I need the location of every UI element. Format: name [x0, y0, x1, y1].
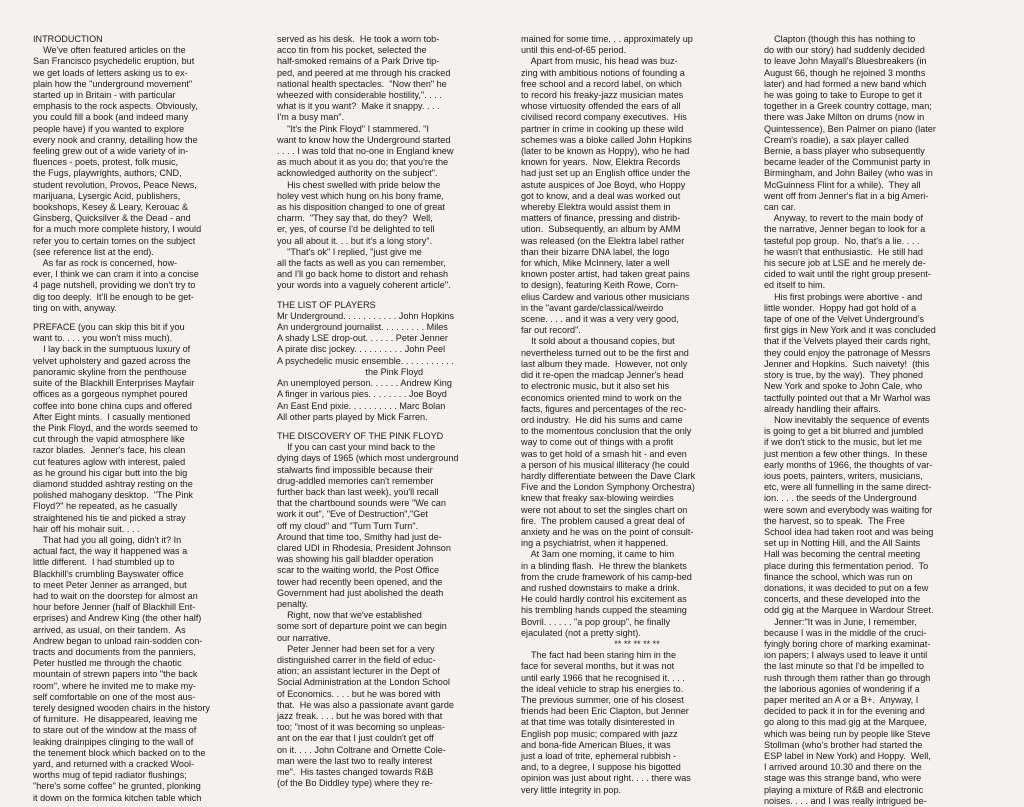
text-line: all the facts as well as you can remember,	[277, 258, 446, 269]
text-line: way to come out of things with a profit	[521, 437, 674, 448]
text-line: I lay back in the sumptuous luxury of	[33, 344, 191, 355]
text-line: ation; an assistant lecturer in the Dept of	[277, 666, 440, 677]
text-line: was showing his gall bladder operation	[277, 554, 434, 565]
text-line: Government had just abolished the death	[277, 587, 444, 598]
text-line: which was being run by people like Steve	[764, 728, 931, 739]
text-line: terely designed wooden chairs in the history	[33, 702, 210, 713]
text-line: refer you to certain tomes on the subject	[33, 235, 196, 246]
text-line: mained for some time. . . approximately up	[521, 34, 693, 44]
text-line: I arrived around 10.30 and there on the	[764, 762, 922, 773]
text-line: of furniture. He disappeared, leaving me	[33, 714, 198, 725]
text-line: dig too deeply. It'll be enough to be get-	[33, 291, 194, 302]
text-line: odd gig at the Marquee in Wardour Street.	[764, 605, 934, 616]
text-line: he was going to take to Europe to get it	[764, 90, 922, 101]
text-line: Clapton (though this has nothing to	[764, 34, 916, 44]
text-line: than their bizarre DNA label, the logo	[521, 246, 670, 257]
text-line: velvet upholstery and gazed across the	[33, 355, 191, 366]
text-line: Right, now that we've established	[277, 610, 422, 621]
text-line: As far as rock is concerned, how-	[33, 258, 178, 269]
text-line: Jenner:"It was in June, I remember,	[764, 616, 917, 627]
text-line: your words into a vaguely coherent article".	[277, 280, 451, 291]
text-line: marijuana, Lysergic Acid, publishers,	[33, 190, 181, 201]
text-line: A shady LSE drop-out. . . . . . Peter Jenner	[277, 333, 448, 344]
text-line: story is true, by the way). They phoned	[764, 370, 924, 381]
text-line: donations, it was decided to put on a few	[764, 582, 929, 593]
text-line: All other parts played by Mick Farren.	[277, 411, 428, 422]
column-3	[521, 34, 753, 796]
text-line: diamond studded ashtray resting on the	[33, 478, 193, 489]
text-line: economics oriented mind to work on the	[521, 392, 682, 403]
text-line: etc, were all funnelling in the same direct-	[764, 482, 932, 493]
text-line: the narrative, Jenner began to look for a	[764, 224, 926, 235]
text-line: face for several months, but it was not	[521, 661, 675, 672]
text-line: hair off his mohair suit. . . .	[33, 523, 140, 534]
text-line: scene. . . . and it was a very very good,	[521, 314, 679, 325]
text-line	[33, 314, 267, 322]
text-line: . . . . I was told that no-one in England knew	[277, 146, 454, 157]
text-line: I'm a busy man".	[277, 112, 345, 123]
text-line: Birmingham, and John Bailey (who was in	[764, 168, 933, 179]
text-line: The previous summer, one of his closest	[521, 694, 684, 705]
text-line: until this end-of-65 period.	[521, 45, 627, 56]
text-line: fire. The problem caused a great deal of	[521, 515, 685, 526]
text-line: INTRODUCTION	[33, 34, 103, 44]
text-line: people have) if you wanted to explore	[33, 123, 185, 134]
text-line: it down on the formica kitchen table which	[33, 792, 202, 803]
text-line: August 66, though he rejoined 3 months	[764, 67, 926, 78]
text-line: were sown and everybody was waiting for	[764, 504, 933, 515]
text-line: Ginsberg, Quicksilver & the Dead - and	[33, 213, 191, 224]
text-line: you could fill a book (and indeed many	[33, 112, 189, 123]
column-1	[33, 34, 267, 804]
text-line: scar to the waiting world, the Post Office	[277, 565, 440, 576]
text-line: were not about to set the singles chart on	[521, 504, 688, 515]
text-line: a person of his musical illiteracy (he could	[521, 459, 690, 470]
text-line: offices as a gorgeous nymphet poured	[33, 389, 188, 400]
text-line: self comfortable on one of the most aus-	[33, 691, 196, 702]
text-line: Around that time too, Smithy had just de-	[277, 531, 442, 542]
text-line: decided to pack it in for the evening and	[764, 706, 925, 717]
text-line: leaking drainpipes clinging to the wall of	[33, 736, 194, 747]
text-line: little different. I had stumbled up to	[33, 557, 175, 568]
text-line: stage was this strange band, who were	[764, 773, 922, 784]
text-line: and bona-fide American Blues, it was	[521, 739, 671, 750]
text-line: off my cloud" and "Turn Turn Turn".	[277, 520, 419, 531]
text-line: anxiety and he was on the point of consult-	[521, 526, 694, 537]
text-line: cut features aglow with interest, paled	[33, 456, 186, 467]
text-line: he wasn't that enthusiastic. He still had	[764, 246, 923, 257]
text-line: rush through them rather than go through	[764, 672, 931, 683]
text-line: panoramic skyline from the penthouse	[33, 366, 187, 377]
text-line: they could enjoy the patronage of Messrs	[764, 347, 931, 358]
text-line: ejaculated (not a pretty sight).	[521, 627, 641, 638]
text-line: holey vest which hung on his bony frame,	[277, 190, 444, 201]
text-line: wheezed with considerable hostility,". . . .	[277, 90, 442, 101]
text-line: knew that freaky sax-blowing weirdies	[521, 493, 674, 504]
text-line: man were the last two to really interest	[277, 755, 433, 766]
text-line: went off from Jenner's flat in a big Ameri-	[764, 190, 929, 201]
text-line: if we don't stick to the music, but let me	[764, 437, 922, 448]
text-line: English pop music; compared with jazz	[521, 728, 678, 739]
text-line: the tenement block which backed on to the	[33, 747, 206, 758]
text-line: to stare out of the window at the mass of	[33, 725, 197, 736]
text-line: (see reference list at the end).	[33, 246, 154, 257]
text-line: schemes was a bloke called John Hopkins	[521, 134, 692, 145]
text-line: got to know, and a deal was worked out	[521, 190, 681, 201]
text-line: his trembling hands cupped the steaming	[521, 605, 687, 616]
text-line: penalty.	[277, 598, 309, 609]
text-line: ion. . . . the seeds of the Underground	[764, 493, 917, 504]
text-line: Peter hustled me through the chaotic	[33, 658, 182, 669]
text-line: ting on with, anyway.	[33, 302, 117, 313]
text-line: plain how the "underground movement"	[33, 78, 193, 89]
text-line: Mr Underground. . . . . . . . . . . John Hopkins	[277, 310, 454, 321]
text-line: THE LIST OF PLAYERS	[277, 299, 376, 310]
text-line: to meet Peter Jenner as arranged, but	[33, 579, 187, 590]
text-line: acco tin from his pocket, selected the	[277, 45, 427, 56]
text-line: ed itself to him.	[764, 280, 826, 291]
text-line: hour before Jenner (half of Blackhill Ent-	[33, 602, 196, 613]
text-line: Bernie, a bass player who subsequently	[764, 146, 925, 157]
text-line: ** ** ** ** **	[614, 638, 660, 649]
text-line: known for years. Now, Elektra Records	[521, 157, 681, 168]
text-line: His chest swelled with pride below the	[277, 179, 441, 190]
text-line: last album they made. However, not only	[521, 358, 688, 369]
text-line: had to wait on the doorstep for almost an	[33, 590, 198, 601]
text-line: in the "avant garde/classical/weirdo	[521, 302, 664, 313]
text-line: what is it you want? Make it snappy. . . .	[277, 101, 440, 112]
text-line: the Pink Floyd, and the words seemed to	[33, 422, 198, 433]
text-line: Blackhill's crumbling Bayswater office	[33, 568, 184, 579]
text-line: We've often featured articles on the	[33, 45, 186, 56]
text-line: matters of finance, pressing and distrib-	[521, 213, 681, 224]
text-line: polished mahogany desktop. "The Pink	[33, 490, 193, 501]
text-line	[277, 423, 509, 431]
text-line: Stollman (who's brother had started the	[764, 739, 923, 750]
text-line: the Pink Floyd	[277, 366, 424, 377]
text-line: free school and a record label, on which	[521, 78, 682, 89]
text-line: known poster artist, had taken great pains	[521, 269, 690, 280]
text-line: to the momentous conclusion that the only	[521, 426, 692, 437]
text-line: the ideal vehicle to strap his energies to.	[521, 683, 684, 694]
text-line: to electronic music, but it also set his	[521, 381, 670, 392]
text-line: far out record".	[521, 325, 581, 336]
text-line: to leave John Mayall's Bluesbreakers (in	[764, 56, 927, 67]
text-line: friends had been Eric Clapton, but Jenner	[521, 706, 689, 717]
text-line: arrived, as usual, on their tandem. As	[33, 624, 186, 635]
text-line: further back than last week), you'll recall	[277, 486, 439, 497]
text-line: At 3am one morning, it came to him	[521, 549, 675, 560]
text-line: astute auspices of Joe Boyd, who Hoppy	[521, 179, 686, 190]
text-line: of Economics. . . . but he was bored with	[277, 688, 441, 699]
text-line: feeling grew out of a wide variety of in-	[33, 146, 189, 157]
text-line: set up in Notting Hill, and the All Saints	[764, 538, 921, 549]
text-line: early months of 1966, the thoughts of var-	[764, 459, 933, 470]
text-line: Cream's roadie), a sax player called	[764, 134, 909, 145]
text-line: and rushed downstairs to make a drink.	[521, 582, 680, 593]
text-line: became leader of the Communist party in	[764, 157, 931, 168]
text-line: A finger in various pies. . . . . . . . Joe Boyd	[277, 389, 447, 400]
text-line: fyingly boring chore of marking examinat-	[764, 638, 931, 649]
text-line: suite of the Blackhill Enterprises Mayfair	[33, 378, 195, 389]
text-line: ord industry. He did his sums and came	[521, 414, 683, 425]
text-line: as much about it as you do; that you're the	[277, 157, 449, 168]
text-line: too; "most of it was becoming so unpleas-	[277, 722, 446, 733]
text-line: That had you all going, didn't it? In	[33, 534, 182, 545]
text-line: McGuinness Flint for a while). They all	[764, 179, 921, 190]
text-line: Five and the London Symphony Orchestra)	[521, 482, 695, 493]
text-line: bookshops, Kesey & Leary, Kerouac &	[33, 202, 189, 213]
text-line: Quintessence), Ben Palmer on piano (later	[764, 123, 936, 134]
text-line: want to know how the Underground started	[277, 134, 451, 145]
text-line: PREFACE (you can skip this bit if you	[33, 322, 185, 333]
text-line: and I'll go back home to distort and rehash	[277, 269, 449, 280]
text-line: you all about it. . . but it's a long story".	[277, 235, 433, 246]
text-line: at that time was totally disinterested in	[521, 717, 675, 728]
text-line: ution. Subsequently, an album by AMM	[521, 224, 681, 235]
text-line: If you can cast your mind back to the	[277, 442, 436, 453]
text-line: (later to be known as Hoppy), who he had	[521, 146, 690, 157]
text-line: ant on the ear that I just couldn't get off	[277, 733, 434, 744]
text-line: "It's the Pink Floyd" I stammered. "I	[277, 123, 429, 134]
text-line: together in a Greek country cottage, man;	[764, 101, 932, 112]
text-line: tower had recently been opened, and the	[277, 576, 443, 587]
text-line: partner in crime in cooking up these wild	[521, 123, 684, 134]
text-line: mountain of strewn papers into "the back	[33, 669, 198, 680]
text-line: already handling their affairs.	[764, 403, 881, 414]
text-line: fluences - poets, protest, folk music,	[33, 157, 179, 168]
text-line: the laborious agonies of wondering if a	[764, 683, 920, 694]
text-line: for a much more complete history, I would	[33, 224, 202, 235]
text-line: want to. . . . you won't miss much).	[33, 333, 173, 344]
text-line: ing a psychiatrist, when it happened.	[521, 538, 669, 549]
text-line: work it out", "Eve of Destruction","Get	[277, 509, 428, 520]
text-line: tracts and documents from the panniers,	[33, 646, 196, 657]
text-line: half-smoked remains of a Park Drive tip-	[277, 56, 440, 67]
text-line: me". His tastes changed towards R&B	[277, 767, 434, 777]
text-line: as his disposition changed to one of great	[277, 202, 445, 213]
text-line: charm. "They say that, do they? Well,	[277, 213, 433, 224]
text-line: emphasis to the rock aspects. Obviously,	[33, 101, 198, 112]
text-line: Hall was becoming the central meeting	[764, 549, 921, 560]
text-line: just mention a few other things. In these	[764, 448, 928, 459]
text-line: ESP label in New York) and Hoppy. Well,	[764, 751, 931, 761]
text-line: yard, and returned with a cracked Wool-	[33, 759, 195, 769]
text-line: Andrew began to unload rain-sodden con-	[33, 635, 203, 646]
text-line: playing a mixture of R&B and electronic	[764, 784, 924, 795]
text-line: (of the Bo Diddley type) where they re-	[277, 778, 433, 789]
text-line: THE DISCOVERY OF THE PINK FLOYD	[277, 430, 444, 441]
text-line: finance the school, which was run on	[764, 571, 913, 582]
text-line: the last minute so that I'd be impelled to	[764, 661, 924, 672]
text-line: "That's ok" I replied, "just give me	[277, 246, 422, 257]
text-line: tape of one of the Velvet Underground's	[764, 314, 924, 325]
text-line: do with our story) had suddenly decided	[764, 45, 925, 56]
text-line: 4 page nutshell, providing we don't try to	[33, 280, 196, 291]
text-line: dying days of 1965 (which most underground	[277, 453, 459, 464]
text-line: civilised record company executives. His	[521, 112, 687, 123]
text-line: clared UDI in Rhodesia, President Johnson	[277, 542, 451, 553]
text-line: noises. . . . and I was really intrigued be-	[764, 795, 927, 806]
text-line	[277, 292, 509, 300]
text-line: had just set up an English office under the	[521, 168, 691, 179]
text-line: some sort of departure point we can begin	[277, 621, 447, 632]
text-line: is going to get a bit blurred and jumbled	[764, 426, 924, 437]
text-line: student revolution, Provos, Peace News,	[33, 179, 197, 190]
text-line: tasteful pop group. No, that's a lie. . . .	[764, 235, 920, 246]
text-line: An unemployed person. . . . . . Andrew King	[277, 378, 452, 389]
text-line: and, to a degree, I suppose his bigotted	[521, 762, 681, 773]
text-line: until early 1966 that he recognised it. . . .	[521, 672, 685, 683]
text-line: paper merited an A or a B+. Anyway, I	[764, 694, 919, 705]
text-line: every nook and cranny, detailing how the	[33, 134, 198, 145]
text-line: It sold about a thousand copies, but	[521, 336, 675, 347]
text-line: Apart from music, his head was buz-	[521, 56, 678, 67]
text-line: later) and had formed a new band which	[764, 78, 927, 89]
text-line: A pirate disc jockey. . . . . . . . . . John Peel	[277, 344, 446, 355]
text-line: served as his desk. He took a worn tob-	[277, 34, 440, 44]
text-line: in a blinding flash. He threw the blankets	[521, 560, 687, 571]
text-line: After Eight mints. I casually mentioned	[33, 411, 191, 422]
text-line: ion papers; I always used to leave it until	[764, 650, 928, 661]
text-line: actual fact, the way it happened was a	[33, 546, 188, 557]
text-line: our narrative.	[277, 632, 331, 643]
text-line: the harvest, so to speak. The Free	[764, 515, 905, 526]
column-4	[764, 34, 1002, 807]
text-line: San Francisco psychedelic eruption, but	[33, 56, 195, 67]
text-line: distinguished carrer in the field of educ-	[277, 654, 436, 665]
text-line: as he ground his cigar butt into the big	[33, 467, 188, 478]
text-line: acknowledged authority on the subject".	[277, 168, 438, 179]
text-line: whereby Elektra would assist them in	[521, 202, 671, 213]
text-line: the Fugs, playwrights, authors, CND,	[33, 168, 182, 179]
text-line: ious poets, painters, writers, musicians,	[764, 470, 923, 481]
text-line: place during this fermentation period. To	[764, 560, 929, 571]
text-line: razor blades. Jenner's face, his clean	[33, 445, 186, 456]
text-line: ped, and peered at me through his cracked	[277, 67, 451, 78]
text-line: because I was in the middle of the cruci-	[764, 627, 927, 638]
text-line: was to get hold of a smash hit - and even	[521, 448, 687, 459]
text-line: straightened his tie and picked a stray	[33, 512, 186, 523]
text-line: nevertheless turned out to be the first and	[521, 347, 689, 358]
text-line: School idea had taken root and was being	[764, 526, 934, 537]
text-line: whose virtuosity offended the ears of all	[521, 101, 681, 112]
text-line: his secure job at LSE and he merely de-	[764, 258, 926, 269]
text-line: cided to wait until the right group present-	[764, 269, 931, 280]
text-line: drug-addled memories can't remember	[277, 475, 434, 486]
text-line: worths mug of tepid radiator flushings;	[33, 770, 187, 781]
text-line: erprises) and Andrew King (the other half)	[33, 613, 202, 624]
text-line: facts, figures and percentages of the rec-	[521, 403, 687, 414]
text-line: opinion was just about right. . . . there was	[521, 773, 691, 784]
text-line: cut through the vapid atmosphere like	[33, 434, 185, 445]
text-line: to design), featuring Keith Rowe, Corn-	[521, 280, 679, 291]
text-line: His first probings were abortive - and	[764, 291, 923, 302]
text-line: did it re-open the madcap Jenner's head	[521, 370, 684, 381]
text-line: Anyway, to revert to the main body of	[764, 213, 924, 224]
text-line: that the chartbound sounds were "We can	[277, 498, 446, 509]
text-line: New York and spoke to John Cale, who	[764, 381, 923, 392]
text-line: started up in Britain - with particular	[33, 90, 176, 101]
text-line: there was Jake Milton on drums (now in	[764, 112, 925, 123]
text-line: stalwarts find impossible because their	[277, 464, 433, 475]
text-line: that. He was also a passionate avant garde	[277, 699, 454, 710]
text-line: er, yes, of course I'd be delighted to tell	[277, 224, 435, 235]
text-line: to record his freaky-jazz musician mates	[521, 90, 684, 101]
text-line: can car.	[764, 202, 796, 213]
text-line: Floyd?" he repeated, as he casually	[33, 501, 178, 512]
text-line: Bovril. . . . . . "a pop group", he finally	[521, 616, 670, 627]
text-line: just a load of trite, ephemeral rubbish -	[521, 751, 677, 761]
text-line: elius Cardew and various other musicians	[521, 291, 690, 302]
text-line: Jenner and Hopkins. Such naivety! (this	[764, 358, 930, 369]
text-line: that if the Velvets played their cards right,	[764, 336, 931, 347]
text-line: zing with ambitious notions of founding a	[521, 67, 685, 78]
column-2	[277, 34, 509, 789]
text-line: Social Administration at the London School	[277, 677, 450, 688]
text-line: "here's some coffee" he grunted, plonking	[33, 781, 201, 792]
text-line: ever, I think we can cram it into a concise	[33, 269, 199, 280]
text-line: first gigs in New York and it was concluded	[764, 325, 936, 336]
text-line: from the crude framework of his camp-bed	[521, 571, 692, 582]
text-line: hardly differentiate between the Dave Clark	[521, 470, 696, 481]
text-line: He could hardly control his excitement as	[521, 594, 687, 605]
text-line: Peter Jenner had been set for a very	[277, 643, 435, 654]
text-line: national health spectacles. "Now then" he	[277, 78, 447, 89]
text-line: was released (on the Elektra label rather	[521, 235, 685, 246]
text-line: for which, Mike McInnery, later a well	[521, 258, 670, 269]
text-line: An underground journalist. . . . . . . . . Miles	[277, 322, 448, 333]
text-line: An East End pixie. . . . . . . . . . Marc Bolan	[277, 400, 446, 411]
text-line: A psychedelic music ensemble. . . . . . . . . . .	[277, 355, 454, 366]
text-line: tactfully pointed out that a Mr Warhol was	[764, 392, 931, 403]
text-line: on it. . . . John Coltrane and Ornette Cole-	[277, 744, 446, 755]
text-line: very little integrity in pop.	[521, 784, 622, 795]
text-line: little wonder. Hoppy had got hold of a	[764, 302, 917, 313]
text-line: coffee into bone china cups and offered	[33, 400, 192, 411]
text-line: The fact had been staring him in the	[521, 650, 677, 661]
text-line: room", where he invited me to make my-	[33, 680, 196, 691]
text-line: go along to this mad gig at the Marquee,	[764, 717, 927, 728]
text-line: jazz freak. . . . but he was bored with that	[277, 710, 443, 721]
text-line: concerts, and these developed into the	[764, 594, 921, 605]
text-line: Now inevitably the sequence of events	[764, 414, 930, 425]
text-line: we get loads of letters asking us to ex-	[33, 67, 188, 78]
